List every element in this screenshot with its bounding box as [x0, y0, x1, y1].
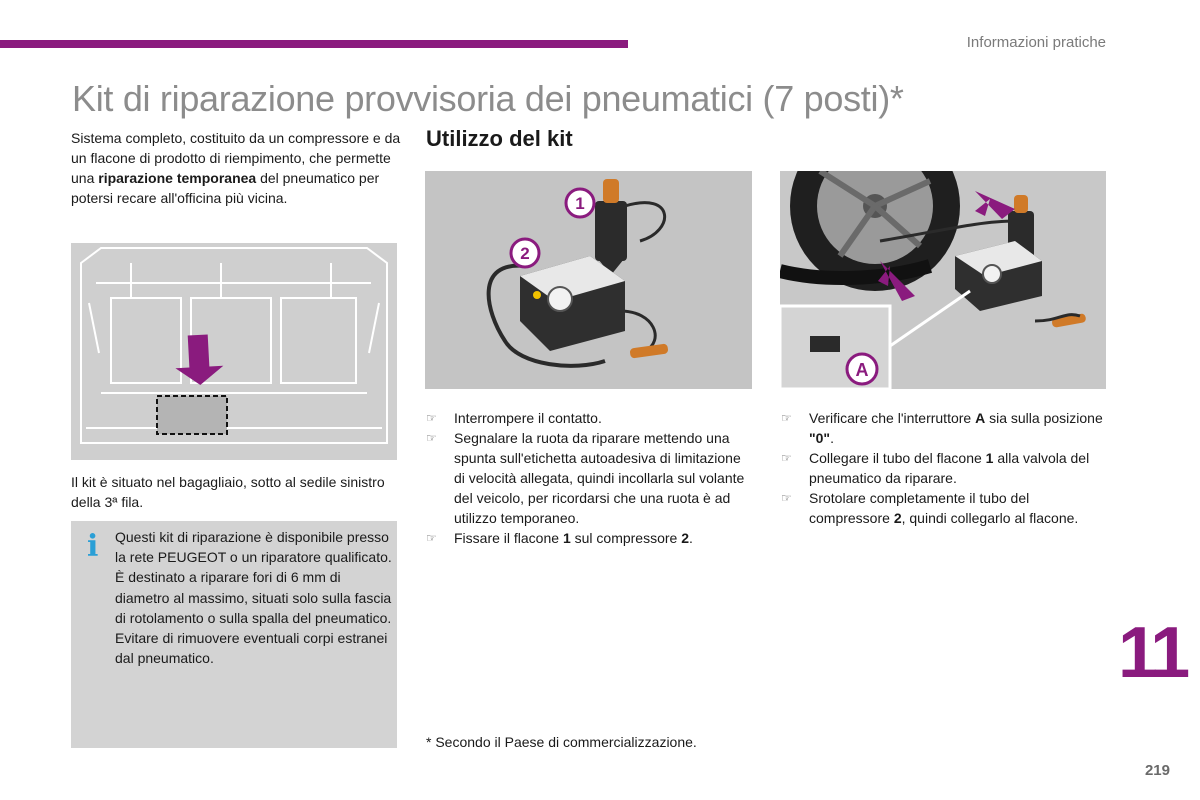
intro-bold: riparazione temporanea — [98, 170, 257, 186]
list-text: Collegare il tubo del flacone — [809, 450, 986, 466]
list-item — [426, 528, 746, 548]
intro-paragraph — [71, 128, 401, 208]
bullet-icon: ☞ — [781, 451, 792, 465]
section-title: Informazioni pratiche — [966, 34, 1106, 51]
list-text: Interrompere il contatto. — [454, 410, 602, 426]
intro-text-2: del pneumatico per potersi recare all'officina più vicina. — [71, 170, 380, 206]
figure2-label-a: A — [855, 360, 869, 380]
bold-ref: 2 — [681, 530, 690, 546]
list-text: Segnalare la ruota da riparare mettendo una spunta sull'etichetta autoadesiva di limitazione di velocità allegata, quindi incollarla sul volante del veicolo, per ricordarsi che una ruota è ad utilizzo temporaneo. — [454, 430, 745, 526]
list-item — [426, 428, 746, 528]
footnote: * Secondo il Paese di commercializzazione. — [426, 734, 697, 750]
chapter-number: 11 — [1118, 613, 1187, 693]
info-line-1: Questi kit di riparazione è disponibile presso la rete PEUGEOT o un riparatore qualificato. — [115, 529, 392, 566]
intro-text-1: Sistema completo, costituito da un compressore e da un flacone di prodotto di riempimento, che permette una — [71, 130, 401, 186]
page-title: Kit di riparazione provvisoria dei pneumatici (7 posti)* — [72, 78, 904, 119]
info-icon: i — [87, 529, 99, 564]
info-text — [115, 527, 395, 668]
trunk-illustration — [71, 243, 397, 460]
page-number: 219 — [1144, 762, 1170, 779]
bullet-icon: ☞ — [781, 491, 792, 505]
list-text: Fissare il flacone — [454, 530, 563, 546]
bullet-icon: ☞ — [781, 411, 792, 425]
list-text: Verificare che l'interruttore — [809, 410, 976, 426]
steps-column-1 — [426, 408, 746, 548]
bold-ref: 2 — [893, 510, 902, 526]
figure1-label-2: 2 — [520, 244, 530, 263]
list-item — [426, 408, 746, 428]
bullet-icon: ☞ — [426, 411, 437, 425]
info-line-2: È destinato a riparare fori di 6 mm di diametro al massimo, situati solo sulla fascia di rotolamento o sulla spalla del pneumatico. Evitare di rimuovere eventuali corpi estranei dal pneumatico. — [115, 569, 392, 667]
list-text: , quindi collegarlo al flacone. — [901, 510, 1079, 526]
list-item — [781, 488, 1106, 528]
list-text: Srotolare completamente il tubo del compressore — [809, 490, 1030, 526]
compressor-illustration — [425, 171, 752, 389]
bold-ref: 1 — [562, 530, 571, 546]
list-text: sia sulla posizione — [985, 410, 1103, 426]
list-text: sul compressore — [570, 530, 682, 546]
bullet-icon: ☞ — [426, 431, 437, 445]
list-item — [781, 408, 1106, 448]
header-accent-bar — [0, 40, 628, 48]
list-item — [781, 448, 1106, 488]
steps-column-2 — [781, 408, 1106, 528]
bold-ref: A — [975, 410, 986, 426]
wheel-connection-illustration — [780, 171, 1106, 389]
bold-ref: "0" — [809, 430, 831, 446]
trunk-caption: Il kit è situato nel bagagliaio, sotto al sedile sinistro della 3ª fila. — [71, 474, 385, 510]
info-box — [71, 521, 397, 748]
figure1-label-1: 1 — [575, 194, 585, 213]
bold-ref: 1 — [985, 450, 994, 466]
bullet-icon: ☞ — [426, 531, 437, 545]
list-text: alla valvola del pneumatico da riparare. — [809, 450, 1090, 486]
list-text: . — [689, 530, 693, 546]
list-text: . — [830, 430, 834, 446]
usage-heading: Utilizzo del kit — [426, 126, 573, 151]
